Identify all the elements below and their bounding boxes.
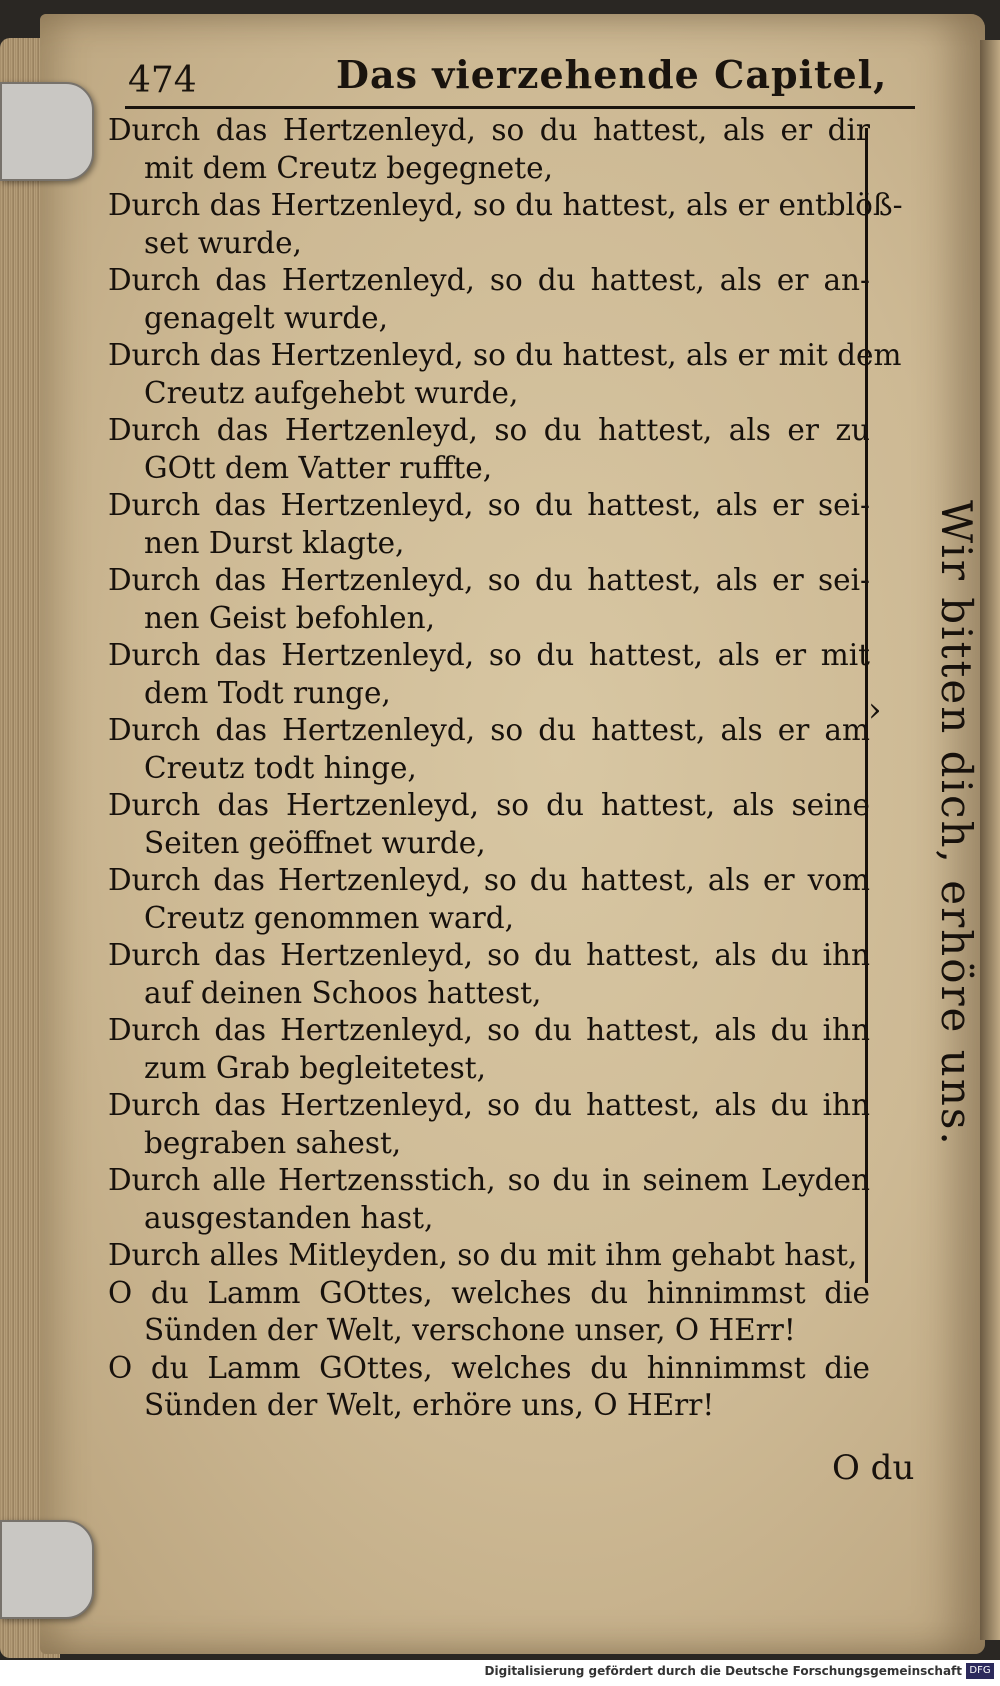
entry-line: Durch das Hertzenleyd, so du hattest, als du ihn [108, 938, 870, 972]
entry-line: Durch das Hertzenleyd, so du hattest, als er vom [108, 863, 870, 897]
entry-line: Durch das Hertzenleyd, so du hattest, als er mit [108, 638, 870, 672]
book-clip-top [0, 82, 94, 181]
entry-continuation: mit dem Creutz begegnete, [144, 150, 553, 185]
page-header [128, 52, 908, 104]
litany-entry [108, 1087, 870, 1162]
entry-line: Durch das Hertzenleyd, so du hattest, als er entblöß- [108, 188, 903, 222]
entry-line: Durch das Hertzenleyd, so du hattest, als er an- [108, 263, 870, 297]
verse-line: O du Lamm GOttes, welches du hinnimmst die [108, 1350, 870, 1385]
litany-entry [108, 1162, 870, 1237]
litany-entry [108, 487, 870, 562]
entry-line: Durch das Hertzenleyd, so du hattest, als er sei- [108, 563, 870, 597]
entry-continuation: Creutz aufgehebt wurde, [144, 375, 519, 410]
entry-continuation: GOtt dem Vatter ruffte, [144, 450, 493, 485]
entry-continuation: auf deinen Schoos hattest, [144, 975, 542, 1010]
entry-continuation: ausgestanden hast, [144, 1200, 434, 1235]
litany-text [108, 112, 903, 1425]
entry-line: Durch das Hertzenleyd, so du hattest, als seine [108, 788, 870, 822]
dfg-logo-icon: DFG [966, 1663, 994, 1679]
running-title: Das vierzehende Capitel, [336, 52, 888, 97]
litany-entry [108, 337, 902, 412]
litany-entry [108, 937, 870, 1012]
entry-continuation: nen Geist befohlen, [144, 600, 435, 635]
litany-entry [108, 262, 870, 337]
entry-line: Durch das Hertzenleyd, so du hattest, als er am [108, 713, 870, 747]
litany-entry [108, 637, 870, 712]
verse-continuation: Sünden der Welt, verschone unser, O HErr! [144, 1313, 796, 1347]
catchword: O du [832, 1448, 915, 1488]
entry-continuation: begraben sahest, [144, 1125, 402, 1160]
agnus-dei-verse [108, 1275, 870, 1350]
page-number: 474 [128, 60, 197, 101]
agnus-dei-verse [108, 1350, 870, 1425]
entry-continuation: zum Grab begleitetest, [144, 1050, 486, 1085]
book-clip-bottom [0, 1520, 94, 1619]
entry-line: Durch das Hertzenleyd, so du hattest, als er sei- [108, 488, 870, 522]
footer-credit: Digitalisierung gefördert durch die Deutsche Forschungsgemeinschaft [484, 1664, 962, 1678]
entry-continuation: set wurde, [144, 225, 302, 260]
verse-line: O du Lamm GOttes, welches du hinnimmst die [108, 1275, 870, 1310]
digitization-footer [0, 1660, 1000, 1686]
entry-continuation: Creutz todt hinge, [144, 750, 417, 785]
litany-entry [108, 562, 870, 637]
facing-page-edge [980, 40, 1000, 1640]
entry-line: Durch das Hertzenleyd, so du hattest, als er mit dem [108, 338, 902, 372]
litany-entry [108, 712, 870, 787]
header-rule [125, 106, 915, 109]
vertical-refrain: Wir bitten dich, erhöre uns. [932, 500, 981, 1147]
litany-entry [108, 787, 870, 862]
entry-continuation: Creutz genommen ward, [144, 900, 514, 935]
entry-line: Durch alles Mitleyden, so du mit ihm gehabt hast, [108, 1238, 858, 1272]
entry-line: Durch das Hertzenleyd, so du hattest, als er zu [108, 413, 870, 447]
litany-entry [108, 862, 870, 937]
entry-line: Durch das Hertzenleyd, so du hattest, als er dir [108, 113, 870, 147]
entry-continuation: nen Durst klagte, [144, 525, 405, 560]
verse-continuation: Sünden der Welt, erhöre uns, O HErr! [144, 1388, 715, 1422]
litany-entry [108, 412, 870, 487]
litany-entry [108, 1237, 870, 1275]
entry-continuation: genagelt wurde, [144, 300, 389, 335]
entry-line: Durch das Hertzenleyd, so du hattest, als du ihn [108, 1088, 870, 1122]
litany-entry [108, 187, 903, 262]
litany-entry [108, 112, 870, 187]
entry-continuation: Seiten geöffnet wurde, [144, 825, 486, 860]
brace-point-glyph: › [868, 690, 882, 730]
entry-line: Durch das Hertzenleyd, so du hattest, als du ihn [108, 1013, 870, 1047]
entry-line: Durch alle Hertzensstich, so du in seinem Leyden [108, 1163, 870, 1197]
litany-entry [108, 1012, 870, 1087]
entry-continuation: dem Todt runge, [144, 675, 391, 710]
